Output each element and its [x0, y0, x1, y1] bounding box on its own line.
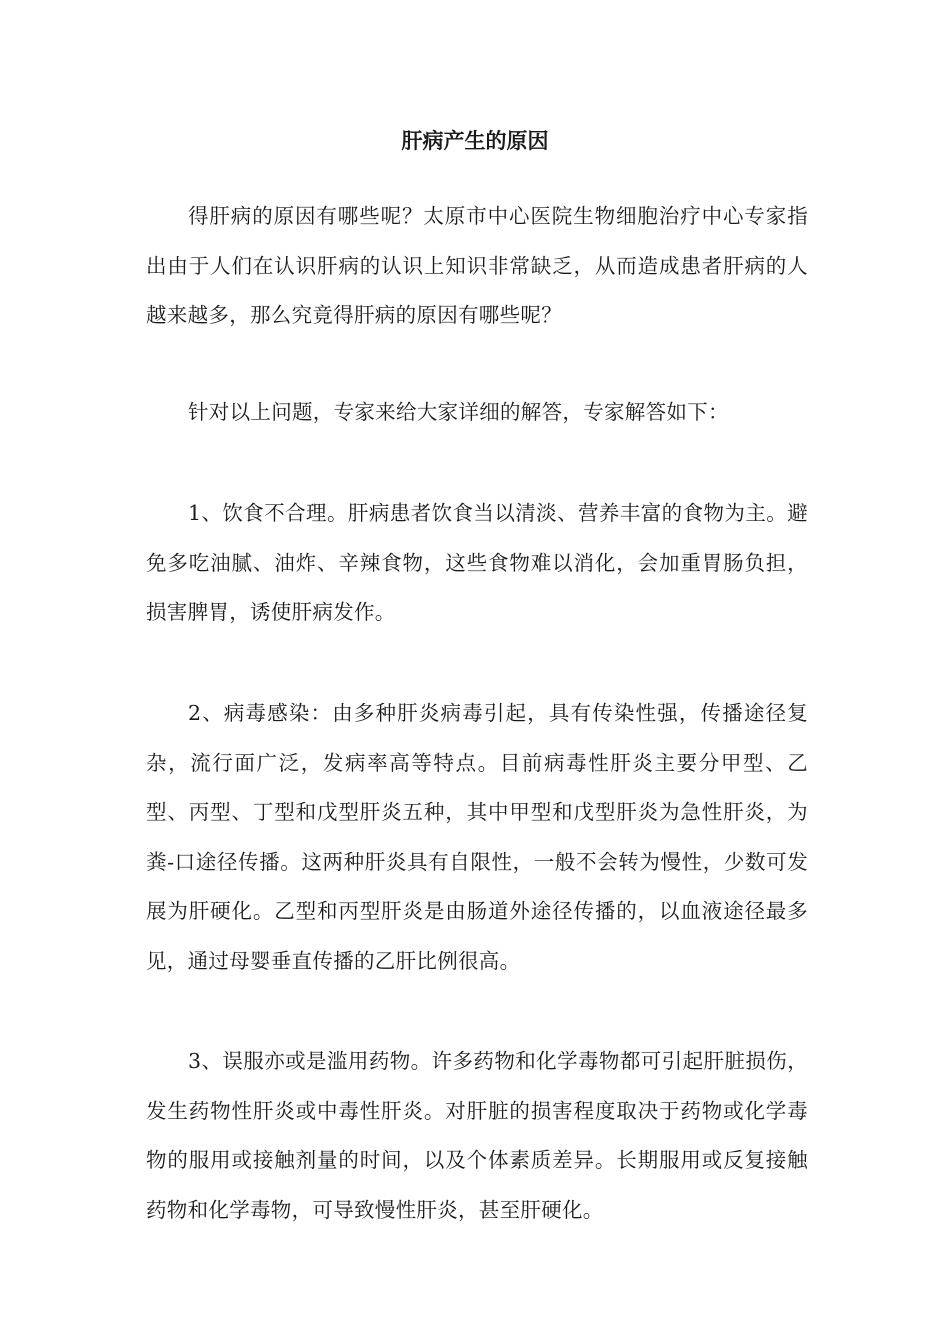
document-title: 肝病产生的原因 [401, 128, 549, 153]
paragraph-intro: 得肝病的原因有哪些呢？太原市中心医院生物细胞治疗中心专家指出由于人们在认识肝病的认识上知识非常缺乏，从而造成患者肝病的人越来越多，那么究竟得肝病的原因有哪些呢？ [146, 204, 808, 327]
paragraph-cause-virus: 2、病毒感染：由多种肝炎病毒引起，具有传染性强，传播途径复杂，流行面广泛，发病率高等特点。目前病毒性肝炎主要分甲型、乙型、丙型、丁型和戊型肝炎五种，其中甲型和戊型肝炎为急性肝炎，为粪-口途径传播。这两种肝炎具有自限性，一般不会转为慢性，少数可发展为肝硬化。乙型和丙型肝炎是由肠道外途径传播的，以血液途径最多见，通过母婴垂直传播的乙肝比例很高。 [146, 701, 808, 973]
paragraph-cause-drugs: 3、误服亦或是滥用药物。许多药物和化学毒物都可引起肝脏损伤，发生药物性肝炎或中毒性肝炎。对肝脏的损害程度取决于药物或化学毒物的服用或接触剂量的时间，以及个体素质差异。长期服用或反复接触药物和化学毒物，可导致慢性肝炎，甚至肝硬化。 [146, 1049, 808, 1222]
paragraph-expert-answer: 针对以上问题，专家来给大家详细的解答，专家解答如下： [188, 400, 729, 424]
paragraph-cause-diet: 1、饮食不合理。肝病患者饮食当以清淡、营养丰富的食物为主。避免多吃油腻、油炸、辛辣食物，这些食物难以消化，会加重胃肠负担，损害脾胃，诱使肝病发作。 [146, 501, 808, 624]
